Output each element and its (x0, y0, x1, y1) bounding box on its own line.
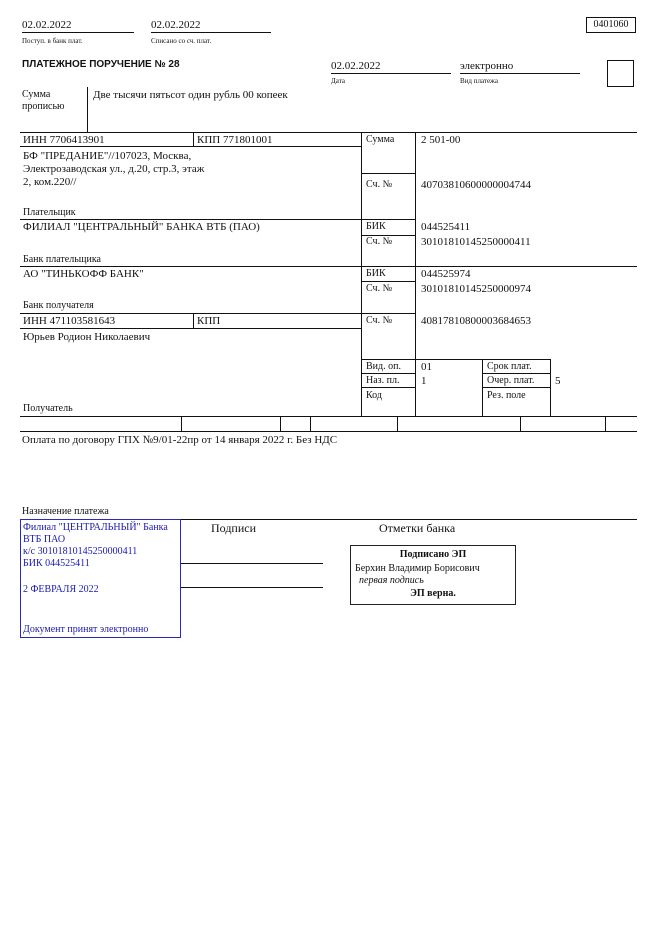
grid-line (20, 219, 415, 220)
received-date: 02.02.2022 (22, 19, 72, 31)
payee-name: Юрьев Родион Николаевич (23, 331, 151, 343)
payment-type-caption: Вид платежа (460, 77, 499, 85)
srok-label: Срок плат. (487, 361, 532, 372)
grid-line (361, 359, 550, 360)
payee-label: Получатель (23, 403, 73, 414)
grid-line (20, 266, 637, 267)
payer-account-label: Сч. № (366, 179, 393, 190)
form-code: 0401060 (586, 17, 636, 33)
grid-line (310, 416, 311, 431)
stamp-accepted: Документ принят электронно (23, 624, 149, 635)
grid-line (20, 132, 637, 133)
grid-line (20, 313, 415, 314)
rez-label: Рез. поле (487, 390, 526, 401)
grid-line (482, 387, 550, 388)
grid-line (361, 281, 415, 282)
order-date-line (331, 73, 451, 74)
stamp-line-2: ВТБ ПАО (23, 534, 66, 545)
payer-bank-bik-label: БИК (366, 221, 386, 232)
grid-line (550, 359, 551, 416)
purpose-text: Оплата по договору ГПХ №9/01-22пр от 14 января 2022 г. Без НДС (22, 434, 338, 446)
payee-account-label: Сч. № (366, 315, 393, 326)
grid-line (20, 431, 637, 432)
grid-line (20, 146, 361, 147)
grid-line (415, 132, 416, 416)
payee-bank-acc-label: Сч. № (366, 283, 393, 294)
payer-account-value: 40703810600000004744 (421, 179, 531, 191)
grid-line (193, 132, 194, 146)
received-date-caption: Поступ. в банк плат. (22, 37, 83, 45)
grid-line (20, 328, 361, 329)
grid-line (361, 373, 415, 374)
grid-line (397, 416, 398, 431)
payee-bank-label: Банк получателя (23, 300, 94, 311)
order-date-caption: Дата (331, 77, 345, 85)
signature-line-1 (181, 563, 323, 564)
order-title: ПЛАТЕЖНОЕ ПОРУЧЕНИЕ № 28 (22, 59, 180, 70)
bank-acceptance-stamp (20, 519, 181, 638)
grid-line (605, 416, 606, 431)
vid-op-value: 01 (421, 361, 432, 373)
payer-inn: ИНН 7706413901 (23, 134, 105, 146)
payer-bank-name: ФИЛИАЛ "ЦЕНТРАЛЬНЫЙ" БАНКА ВТБ (ПАО) (23, 221, 260, 233)
ocher-value: 5 (555, 375, 561, 387)
grid-line (520, 416, 521, 431)
payer-label: Плательщик (23, 207, 76, 218)
payer-bank-label: Банк плательщика (23, 254, 101, 265)
signature-line-2 (181, 587, 323, 588)
ep-status: ЭП верна. (410, 588, 456, 599)
payer-bank-acc-label: Сч. № (366, 236, 393, 247)
payee-bank-bik: 044525974 (421, 268, 471, 280)
payee-bank-name: АО "ТИНЬКОФФ БАНК" (23, 268, 144, 280)
order-date: 02.02.2022 (331, 60, 381, 72)
vid-op-label: Вид. оп. (366, 361, 401, 372)
stamp-date: 2 ФЕВРАЛЯ 2022 (23, 584, 99, 595)
payer-name-1: БФ "ПРЕДАНИЕ"//107023, Москва, (23, 150, 192, 162)
ep-role: первая подпись (359, 575, 424, 586)
payment-type-line (460, 73, 580, 74)
naz-pl-label: Наз. пл. (366, 375, 400, 386)
payment-code-box (607, 60, 634, 87)
stamp-line-1: Филиал "ЦЕНТРАЛЬНЫЙ" Банка (23, 522, 168, 533)
ep-signer: Берхин Владимир Борисович (355, 563, 480, 574)
payer-name-2: Электрозаводская ул., д.20, стр.3, этаж (23, 163, 205, 175)
grid-line (20, 416, 637, 417)
amount-words-value: Две тысячи пятьсот один рубль 00 копеек (93, 89, 288, 101)
ocher-label: Очер. плат. (487, 375, 535, 386)
debited-date: 02.02.2022 (151, 19, 201, 31)
payer-bank-acc: 30101810145250000411 (421, 236, 531, 248)
payee-bank-bik-label: БИК (366, 268, 386, 279)
digital-signature-stamp (350, 545, 516, 605)
payer-bank-bik: 044525411 (421, 221, 471, 233)
signatures-label: Подписи (211, 521, 257, 535)
amount-words-divider (87, 87, 88, 132)
grid-line (361, 387, 415, 388)
stamp-line-4: БИК 044525411 (23, 558, 90, 569)
naz-pl-value: 1 (421, 375, 427, 387)
payee-kpp: КПП (197, 315, 221, 327)
grid-line (193, 313, 194, 328)
debited-date-caption: Списано со сч. плат. (151, 37, 212, 45)
ep-title: Подписано ЭП (399, 549, 467, 560)
payee-inn: ИНН 471103581643 (23, 315, 116, 327)
grid-line (361, 173, 415, 174)
stamp-line-3: к/с 30101810145250000411 (23, 546, 138, 557)
kod-label: Код (366, 390, 382, 401)
payer-name-3: 2, ком.220// (23, 176, 77, 188)
amount-words-label-1: Сумма (22, 89, 51, 100)
sum-value: 2 501-00 (421, 134, 461, 146)
grid-line (181, 416, 182, 431)
amount-words-label-2: прописью (22, 101, 65, 112)
sum-label: Сумма (366, 134, 395, 145)
grid-line (280, 416, 281, 431)
payment-type: электронно (460, 60, 514, 72)
payee-account-value: 40817810800003684653 (421, 315, 531, 327)
received-date-line (22, 32, 134, 33)
payee-bank-acc: 30101810145250000974 (421, 283, 531, 295)
debited-date-line (151, 32, 271, 33)
payer-kpp: КПП 771801001 (197, 134, 273, 146)
grid-line (482, 373, 550, 374)
bank-marks-label: Отметки банка (379, 521, 456, 535)
grid-line (482, 359, 483, 416)
purpose-label: Назначение платежа (22, 506, 109, 517)
